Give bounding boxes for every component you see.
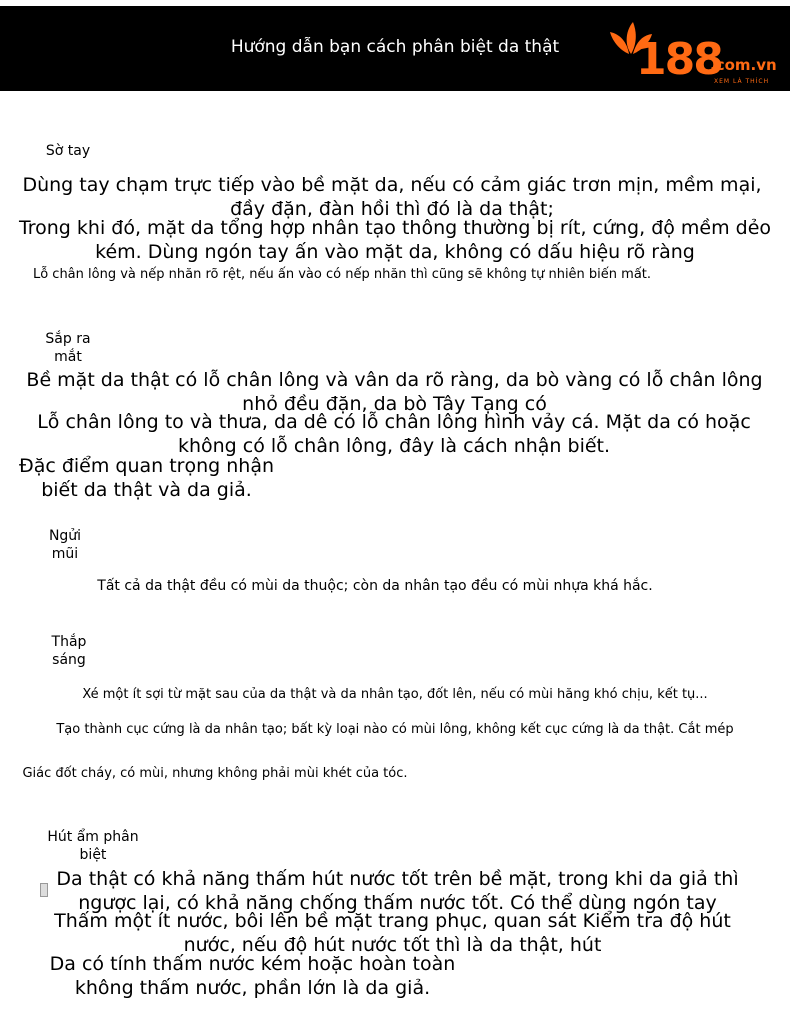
- absorb-paragraph-2: Thấm một ít nước, bôi lên bề mặt trang phục, quan sát Kiểm tra độ hút nước, nếu độ hút nước tốt thì là da thật, hút: [54, 910, 731, 956]
- header-bar: [0, 6, 790, 91]
- page-title: Hướng dẫn bạn cách phân biệt da thật: [230, 37, 560, 57]
- section-heading-touch: Sờ tay: [45, 143, 91, 159]
- touch-paragraph-2: Trong khi đó, mặt da tổng hợp nhân tạo thông thường bị rít, cứng, độ mềm dẻo kém. Dùng ngón tay ấn vào mặt da, không có dấu hiệu rõ ràng: [18, 217, 772, 263]
- look-paragraph-3: Đặc điểm quan trọng nhận biết da thật và da giả.: [18, 455, 275, 501]
- touch-paragraph-1: Dùng tay chạm trực tiếp vào bề mặt da, nếu có cảm giác trơn mịn, mềm mại, đầy đặn, đàn hồi thì đó là da thật;: [22, 174, 762, 220]
- absorb-paragraph-1: Da thật có khả năng thấm hút nước tốt trên bề mặt, trong khi da giả thì ngược lại, có khả năng chống thấm nước tốt. Có thể dùng ngón tay: [56, 868, 739, 914]
- look-paragraph-1: Bề mặt da thật có lỗ chân lông và vân da rõ ràng, da bò vàng có lỗ chân lông nhỏ đều đặn, da bò Tây Tạng có: [26, 369, 763, 415]
- logo-number: 188: [636, 34, 722, 85]
- look-paragraph-2: Lỗ chân lông to và thưa, da dê có lỗ chân lông hình vảy cá. Mặt da có hoặc không có lỗ chân lông, đây là cách nhận biết.: [37, 411, 751, 457]
- section-heading-smell: Ngửi mũi: [48, 528, 82, 562]
- burn-paragraph-2: Tạo thành cục cứng là da nhân tạo; bất kỳ loại nào có mùi lông, không kết cục cứng là da thật. Cắt mép: [56, 722, 734, 737]
- burn-paragraph-3: Giác đốt cháy, có mùi, nhưng không phải mùi khét của tóc.: [22, 766, 408, 781]
- section-heading-absorb: Hút ẩm phân biệt: [47, 829, 139, 863]
- absorb-paragraph-3: Da có tính thấm nước kém hoặc hoàn toàn không thấm nước, phần lớn là da giả.: [49, 953, 456, 999]
- section-heading-burn: Thắp sáng: [51, 634, 87, 668]
- logo-tagline: XEM LÀ THÍCH: [714, 78, 770, 85]
- smell-paragraph-1: Tất cả da thật đều có mùi da thuộc; còn da nhân tạo đều có mùi nhựa khá hắc.: [97, 578, 653, 594]
- touch-paragraph-3: Lỗ chân lông và nếp nhăn rõ rệt, nếu ấn vào có nếp nhăn thì cũng sẽ không tự nhiên biến mất.: [32, 267, 652, 282]
- section-heading-look: Sắp ra mắt: [45, 331, 91, 365]
- logo-domain: .com.vn: [710, 56, 777, 74]
- burn-paragraph-1: Xé một ít sợi từ mặt sau của da thật và da nhân tạo, đốt lên, nếu có mùi hăng khó chịu, kết tụ...: [82, 687, 708, 702]
- brand-logo[interactable]: [606, 18, 786, 88]
